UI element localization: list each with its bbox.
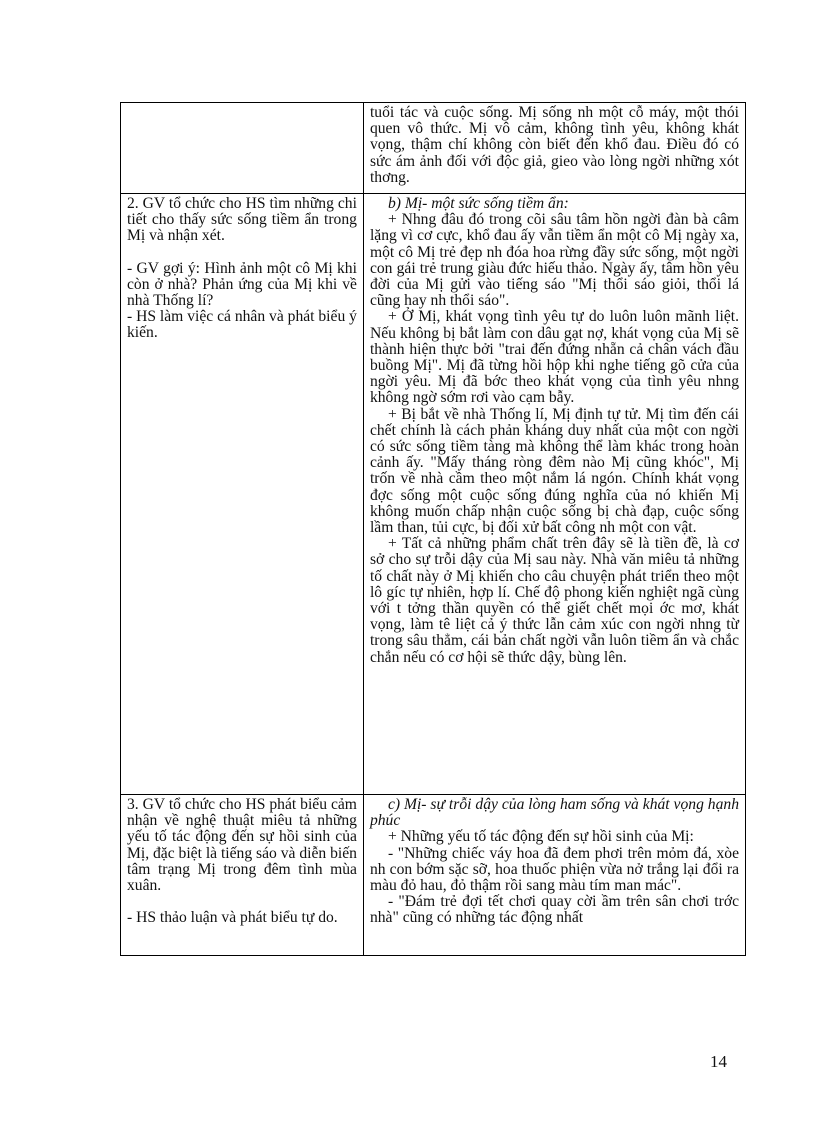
table-row <box>121 194 746 795</box>
content-cell <box>363 194 745 795</box>
paragraph: - "Những chiếc váy hoa đã đem phơi trên mỏm đá, xòe nh con bớm sặc sỡ, hoa thuốc phiện vừa nở trắng lại đổi ra màu đỏ hau, đỏ thậm rồi sang màu tím man mác". <box>369 844 739 895</box>
paragraph: tuổi tác và cuộc sống. Mị sống nh một cỗ máy, một thói quen vô thức. Mị vô cảm, không tình yêu, không khát vọng, thậm chí không còn biết đến khổ đau. Điều đó có sức ám ảnh đối với độc giả, gieo vào lòng ngời những xót thơng. <box>369 104 739 186</box>
activity-text: 2. GV tổ chức cho HS tìm những chi tiết cho thấy sức sống tiềm ẩn trong Mị và nhận xét. <box>127 195 357 245</box>
content-cell <box>363 795 745 956</box>
page-number: 14 <box>710 1052 727 1071</box>
paragraph: + Bị bắt về nhà Thống lí, Mị định tự tử. Mị tìm đến cái chết chính là cách phản kháng duy nhất của một con ngời có sức sống tiềm tàng mà không thể làm khác trong hoàn cảnh ấy. "Mấy tháng ròng đêm nào Mị cũng khóc", Mị trốn về nhà cầm theo một nắm lá ngón. Chính khát vọng đợc sống một cuộc sống đúng nghĩa của nó khiến Mị không muốn chấp nhận cuộc sống bị chà đạp, cuộc sống lầm than, tủi cực, bị đối xử bất công nh một con vật. <box>369 405 739 537</box>
activity-text: - GV gợi ý: Hình ảnh một cô Mị khi còn ở nhà? Phản ứng của Mị khi về nhà Thống lí? <box>127 259 357 310</box>
paragraph: + Tất cả những phẩm chất trên đây sẽ là tiền đề, là cơ sở cho sự trỗi dậy của Mị sau này. Nhà văn miêu tả những tố chất này ở Mị khiến cho câu chuyện phát triển theo một lô gíc tự nhiên, hợp lí. Chế độ phong kiến nghiệt ngã cùng với t tởng thần quyền có thể giết chết mọi ớc mơ, khát vọng, làm tê liệt cả ý thức lẫn cảm xúc con ngời nhng từ trong sâu thẳm, cái bản chất ngời vẫn luôn tiềm ẩn và chắc chắn nếu có cơ hội sẽ thức dậy, bùng lên. <box>369 535 739 666</box>
activity-text: - HS thảo luận và phát biểu tự do. <box>127 909 338 927</box>
lesson-table <box>120 102 746 956</box>
paragraph: + Ở Mị, khát vọng tình yêu tự do luôn luôn mãnh liệt. Nếu không bị bắt làm con dâu gạt nợ, khát vọng của Mị sẽ thành hiện thực bởi "trai đến đứng nhẵn cả chân vách đầu buồng Mị". Mị đã từng hồi hộp khi nghe tiếng gõ cửa của ngời yêu. Mị đã bớc theo khát vọng của tình yêu nhng không ngờ sớm rơi vào cạm bẫy. <box>369 308 739 407</box>
activity-text: 3. GV tổ chức cho HS phát biểu cảm nhận về nghệ thuật miêu tả những yếu tố tác động đến sự hồi sinh của Mị, đặc biệt là tiếng sáo và diễn biến tâm trạng Mị trong đêm tình mùa xuân. <box>127 796 357 895</box>
section-heading: c) Mị- sự trỗi dậy của lòng ham sống và khát vọng hạnh phúc <box>369 796 739 830</box>
teacher-activity-cell <box>121 103 364 194</box>
table-row <box>121 103 746 194</box>
section-heading: b) Mị- một sức sống tiềm ẩn: <box>387 195 569 212</box>
content-cell <box>363 103 745 194</box>
paragraph: + Những yếu tố tác động đến sự hồi sinh của Mị: <box>387 828 694 846</box>
teacher-activity-cell <box>121 194 364 795</box>
paragraph: - "Đám trẻ đợi tết chơi quay cời ầm trên sân chơi trớc nhà" cũng có những tác động nhất <box>369 893 739 927</box>
teacher-activity-cell <box>121 795 364 956</box>
paragraph: + Nhng đâu đó trong cõi sâu tâm hồn ngời đàn bà câm lặng vì cơ cực, khổ đau ấy vẫn tiềm ẩn một cô Mị ngày xa, một cô Mị trẻ đẹp nh đóa hoa rừng đầy sức sống, một ngời con gái trẻ trung giàu đức hiếu thảo. Ngày ấy, tâm hồn yêu đời của Mị gửi vào tiếng sáo "Mị thổi sáo giỏi, thổi lá cũng hay nh thổi sáo". <box>369 211 739 310</box>
activity-text: - HS làm việc cá nhân và phát biểu ý kiến. <box>127 308 357 342</box>
table-row <box>121 795 746 956</box>
